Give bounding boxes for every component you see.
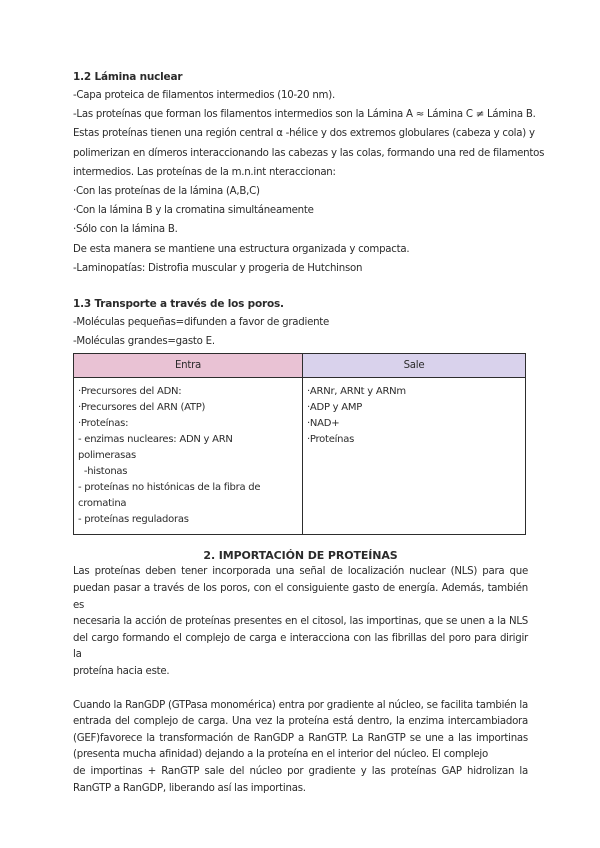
lamina-line: ·Sólo con la lámina B. [73, 224, 178, 236]
sale-item: ·ARNr, ARNt y ARNm [307, 386, 406, 398]
lamina-line: ·Con la lámina B y la cromatina simultáneamente [73, 205, 314, 217]
entra-item: ·Precursores del ADN: [78, 386, 182, 398]
entra-item: -histonas [78, 466, 128, 478]
paragraph-line: necesaria la acción de proteínas presentes en el citosol, las importinas, que se unen a la NLS [73, 616, 528, 628]
lamina-line: De esta manera se mantiene una estructura organizada y compacta. [73, 243, 410, 255]
paragraph-line: proteína hacia este. [73, 666, 170, 677]
entra-item: ·Proteínas: [78, 418, 129, 430]
lamina-heading: 1.2 Lámina nuclear [73, 71, 183, 83]
sale-item: ·Proteínas [307, 434, 355, 446]
table-header-sale: Sale [303, 354, 526, 378]
table-header-entra: Entra [74, 354, 303, 378]
transporte-line: -Moléculas grandes=gasto E. [73, 336, 215, 348]
table-cell-sale [303, 378, 526, 535]
entra-item: cromatina [78, 498, 127, 510]
transport-table [73, 353, 526, 535]
paragraph-line: entrada del complejo de carga. Una vez la proteína está dentro, la enzima intercambiadora [73, 716, 528, 728]
sale-item: ·NAD+ [307, 418, 340, 430]
importacion-heading: 2. IMPORTACIÓN DE PROTEÍNAS [203, 549, 398, 563]
document-page [73, 68, 545, 797]
table-row [74, 378, 526, 535]
paragraph-line: puedan pasar a través de los poros, con el consiguiente gasto de energía. Además, también es [73, 583, 528, 611]
lamina-line: intermedios. Las proteínas de la m.n.int nteraccionan: [73, 166, 336, 178]
transporte-heading: 1.3 Transporte a través de los poros. [73, 298, 284, 311]
lamina-body [73, 86, 545, 278]
entra-item: - enzimas nucleares: ADN y ARN [78, 434, 233, 446]
paragraph-line: (GEF)favorece la transformación de RanGDP a RanGTP. La RanGTP se une a las importinas [73, 732, 528, 744]
lamina-line: ·Con las proteínas de la lámina (A,B,C) [73, 186, 260, 198]
lamina-line: -Las proteínas que forman los filamentos intermedios son la Lámina A ≈ Lámina C ≠ Lámina B. [73, 109, 536, 121]
lamina-line: -Capa proteica de filamentos intermedios (10-20 nm). [73, 90, 335, 101]
paragraph-line: Cuando la RanGDP (GTPasa monomérica) entra por gradiente al núcleo, se facilita también la [73, 699, 528, 711]
paragraph-line: (presenta mucha afinidad) dejando a la proteína en el interior del núcleo. El complejo [73, 749, 488, 761]
lamina-line: polimerizan en dímeros interaccionando las cabezas y las colas, formando una red de filamentos [73, 147, 545, 159]
entra-item: ·Precursores del ARN (ATP) [78, 402, 206, 414]
entra-item: - proteínas no histónicas de la fibra de [78, 482, 261, 494]
importacion-paragraph-2 [73, 698, 528, 798]
paragraph-line: de importinas + RanGTP sale del núcleo por gradiente y las proteínas GAP hidrolizan la [73, 765, 528, 777]
lamina-line: -Laminopatías: Distrofia muscular y progeria de Hutchinson [73, 262, 363, 274]
paragraph-line: Las proteínas deben tener incorporada una señal de localización nuclear (NLS) para que [73, 566, 528, 578]
paragraph-line: RanGTP a RanGDP, liberando así las importinas. [73, 782, 306, 794]
table-cell-entra [74, 378, 303, 535]
entra-item: polimerasas [78, 450, 136, 462]
entra-item: - proteínas reguladoras [78, 514, 189, 526]
transporte-line: -Moléculas pequeñas=difunden a favor de gradiente [73, 317, 330, 329]
paragraph-line: del cargo formando el complejo de carga e interacciona con las fibrillas del poro para dirigir la [73, 632, 528, 661]
lamina-line: Estas proteínas tienen una región central α -hélice y dos extremos globulares (cabeza y cola) y [73, 128, 535, 140]
importacion-paragraph-1 [73, 564, 528, 680]
sale-item: ·ADP y AMP [307, 402, 363, 414]
